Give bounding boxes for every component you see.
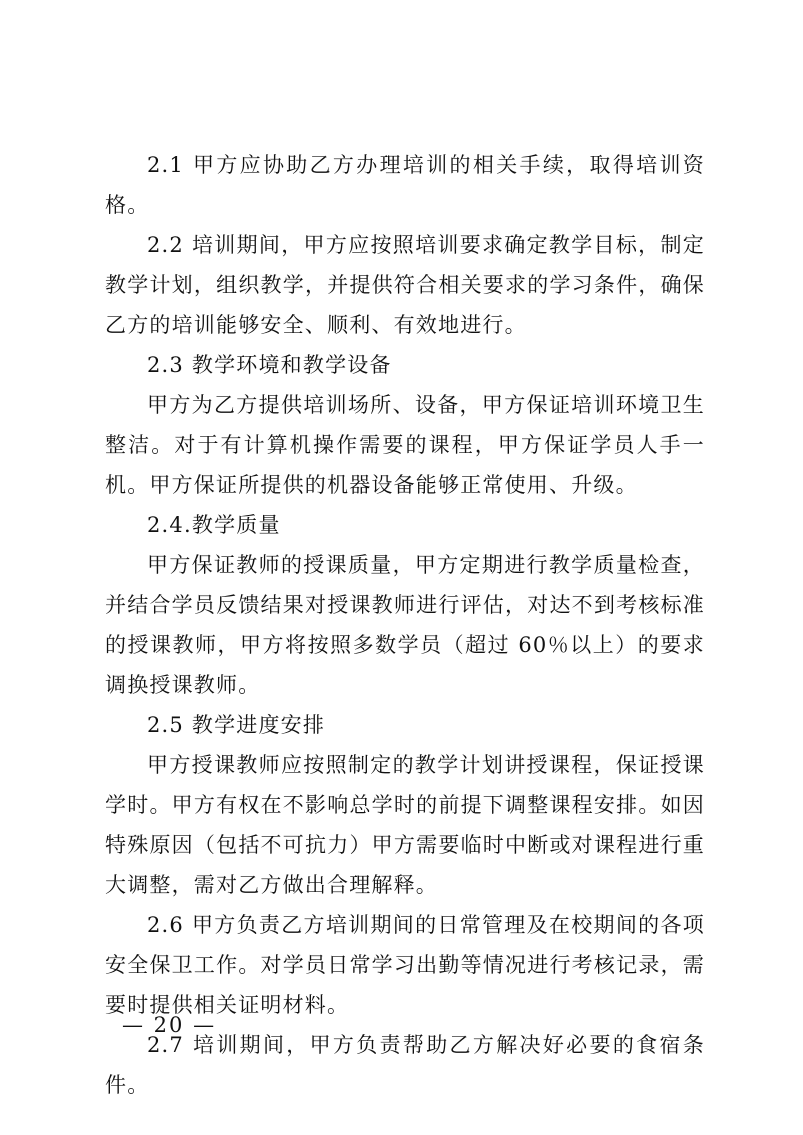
clause-2-6: 2.6 甲方负责乙方培训期间的日常管理及在校期间的各项安全保卫工作。对学员日常学习出勤等情况进行考核记录，需要时提供相关证明材料。 [105, 913, 705, 1017]
clause-2-4-body: 甲方保证教师的授课质量，甲方定期进行教学质量检查，并结合学员反馈结果对授课教师进行评估，对达不到考核标准的授课教师，甲方将按照多数学员（超过 60％以上）的要求调换授课教师。 [105, 553, 705, 697]
document-body [105, 145, 705, 1105]
clause-2-3-body: 甲方为乙方提供培训场所、设备，甲方保证培训环境卫生整洁。对于有计算机操作需要的课程，甲方保证学员人手一机。甲方保证所提供的机器设备能够正常使用、升级。 [105, 393, 705, 497]
clause-2-2: 2.2 培训期间，甲方应按照培训要求确定教学目标，制定教学计划，组织教学，并提供符合相关要求的学习条件，确保乙方的培训能够安全、顺利、有效地进行。 [105, 233, 705, 337]
clause-2-5-body: 甲方授课教师应按照制定的教学计划讲授课程，保证授课学时。甲方有权在不影响总学时的前提下调整课程安排。如因特殊原因（包括不可抗力）甲方需要临时中断或对课程进行重大调整，需对乙方做出合理解释。 [105, 753, 705, 897]
clause-2-3-heading: 2.3 教学环境和教学设备 [147, 353, 392, 377]
clause-2-4-heading: 2.4.教学质量 [147, 513, 281, 537]
clause-2-7: 2.7 培训期间，甲方负责帮助乙方解决好必要的食宿条件。 [105, 1033, 705, 1097]
page-number: — 20 — [122, 1013, 217, 1037]
clause-2-1: 2.1 甲方应协助乙方办理培训的相关手续，取得培训资格。 [105, 153, 705, 217]
clause-2-5-heading: 2.5 教学进度安排 [147, 713, 326, 737]
